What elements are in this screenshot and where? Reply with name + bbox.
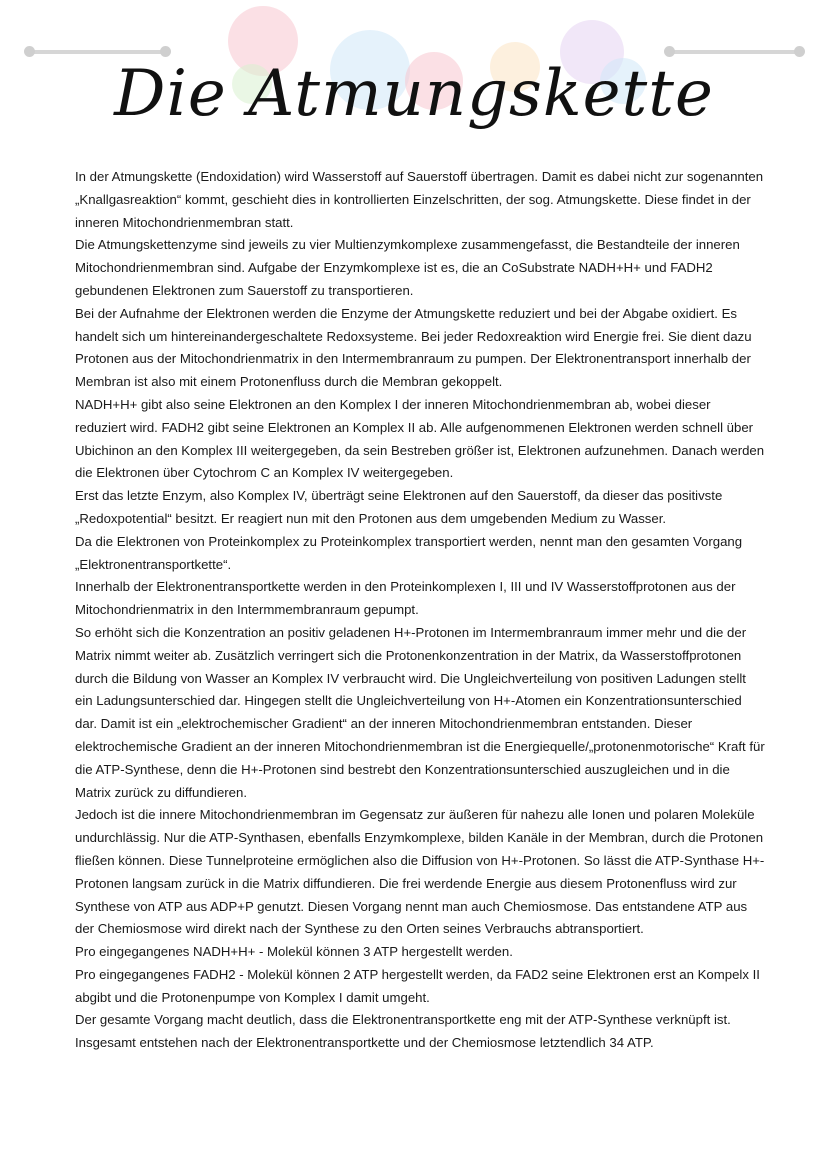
paragraph: Innerhalb der Elektronentransportkette werden in den Proteinkomplexen I, III und IV Wasserstoffprotonen aus der Mitochondrienmatrix in den Intermmembranraum gepumpt.: [75, 579, 736, 618]
paragraph: Jedoch ist die innere Mitochondrienmembran im Gegensatz zur äußeren für nahezu alle Ionen und polaren Moleküle undurchlässig. Nur die ATP-Synthasen, ebenfalls Enzymkomplexe, bilden Kanäle in der Membran, durch die Protonen fließen können. Diese Tunnelproteine ermöglichen also die Diffusion von H+-Protonen. So lässt die ATP-Synthase H+-Protonen langsam zurück in die Matrix diffundieren. Die frei werdende Energie aus diesem Protonenfluss wird zur Synthese von ATP aus ADP+P genutzt. Diesen Vorgang nennt man auch Chemiosmose. Das entstandene ATP aus der Chemiosmose wird direkt nach der Synthese zu den Orten seines Verbrauchs abtransportiert.: [75, 807, 765, 937]
paragraph: Die Atmungskettenzyme sind jeweils zu vier Multienzymkomplexe zusammengefasst, die Bestandteile der inneren Mitochondrienmembran sind. Aufgabe der Enzymkomplexe ist es, die an CoSubstrate NADH+H+ und FADH2 gebundenen Elektronen zum Sauerstoff zu transportieren.: [75, 237, 740, 298]
paragraph: Bei der Aufnahme der Elektronen werden die Enzyme der Atmungskette reduziert und bei der Abgabe oxidiert. Es handelt sich um hintereinandergeschaltete Redoxsysteme. Bei jeder Redoxreaktion wird Energie frei. Sie dient dazu Protonen aus der Mitochondrienmatrix in den Intermembranraum zu pumpen. Der Elektronentransport innerhalb der Membran ist also mit einem Protonenfluss durch die Membran gekoppelt.: [75, 305, 752, 390]
paragraph: Erst das letzte Enzym, also Komplex IV, überträgt seine Elektronen auf den Sauerstoff, da dieser das positivste „Redoxpotential“ besitzt. Er reagiert nun mit den Protonen aus dem umgebenden Medium zu Wasser.: [75, 488, 723, 526]
page-title: Die Atmungskette: [114, 56, 714, 131]
paragraph: Da die Elektronen von Proteinkomplex zu Proteinkomplex transportiert werden, nennt man den gesamten Vorgang „Elektronentransportkette“.: [75, 533, 743, 572]
paragraph: Pro eingegangenes FADH2 - Molekül können 2 ATP hergestellt werden, da FAD2 seine Elektronen erst an Kompelx II abgibt und die Protonenpumpe von Komplex I damit umgeht.: [75, 966, 760, 1005]
paragraph: Der gesamte Vorgang macht deutlich, dass die Elektronentransportkette eng mit der ATP-Synthese verknüpft ist. Insgesamt entstehen nach der Elektronentransportkette und der Chemiosmose letztendlich 34 ATP.: [75, 1012, 731, 1051]
paragraph: Pro eingegangenes NADH+H+ - Molekül können 3 ATP hergestellt werden.: [75, 944, 513, 960]
paragraph: NADH+H+ gibt also seine Elektronen an den Komplex I der inneren Mitochondrienmembran ab, wobei dieser reduziert wird. FADH2 gibt seine Elektronen an Komplex II ab. Alle aufgenommenen Elektronen werden schnell über Ubichinon an den Komplex III weitergegeben, da sein Bestreben größer ist, Elektronen aufzunehmen. Danach werden die Elektronen über Cytochrom C an Komplex IV weitergegeben.: [75, 396, 765, 481]
paragraph: In der Atmungskette (Endoxidation) wird Wasserstoff auf Sauerstoff übertragen. Damit es dabei nicht zur sogenannten „Knallgasreaktion“ kommt, geschieht dies in kontrollierten Einzelschritten, der sog. Atmungskette. Diese findet in der inneren Mitochondrienmembran statt.: [75, 169, 764, 230]
document-body: [75, 166, 765, 1055]
paragraph: So erhöht sich die Konzentration an positiv geladenen H+-Protonen im Intermembranraum immer mehr und die der Matrix nimmt weiter ab. Zusätzlich verringert sich die Protonenkonzentration in der Matrix, da Wasserstoffprotonen durch die Bildung von Wasser an Komplex IV verbraucht wird. Die Ungleichverteilung von positiven Ladungen stellt ein Ladungsunterschied dar. Hingegen stellt die Ungleichverteilung von H+-Atomen ein Konzentrationsunterschied dar. Damit ist ein „elektrochemischer Gradient“ an der inneren Mitochondrienmembran entstanden. Dieser elektrochemische Gradient an der inneren Mitochondrienmembran ist die Energiequelle/„protonenmotorische“ Kraft für die ATP-Synthese, denn die H+-Protonen sind bestrebt den Konzentrationsunterschied auszugleichen und in die Matrix zurück zu diffundieren.: [75, 624, 765, 800]
page-header: [0, 0, 828, 131]
